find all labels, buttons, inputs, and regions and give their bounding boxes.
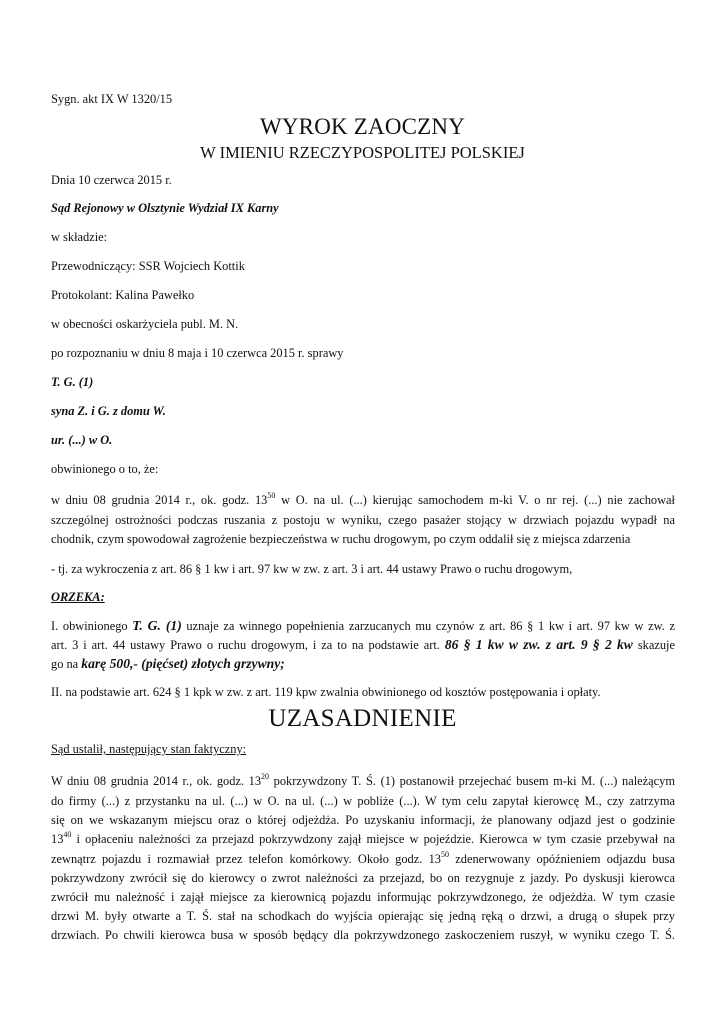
verdict-heading: ORZEKA: xyxy=(51,590,105,604)
justification-text: i opłaceniu należności za przejazd pokrzywdzony zajął miejsce w pojeździe. Kierowca w tym czasie przebywał na xyxy=(71,832,675,846)
justification-text: W dniu 08 grudnia 2014 r., ok. godz. 13 xyxy=(51,774,262,788)
verdict-text: go na xyxy=(51,657,82,671)
justification-text: zewnątrz pojazdu i rozmawiał przez telefon komórkowy. Około godz. 13 xyxy=(51,852,441,866)
court-name: Sąd Rejonowy w Olsztynie Wydział IX Karny xyxy=(51,201,279,215)
charge-text: w dniu 08 grudnia 2014 r., ok. godz. 13 xyxy=(51,493,268,507)
justification-line-5 xyxy=(51,851,675,867)
prosecutor: w obecności oskarżyciela publ. M. N. xyxy=(51,317,239,331)
verdict-text: skazuje xyxy=(632,638,675,652)
verdict-point-1-line-3 xyxy=(51,656,675,672)
defendant-name: T. G. (1) xyxy=(51,375,94,389)
charged-label: obwinionego o to, że: xyxy=(51,462,159,476)
findings-subheading: Sąd ustalił, następujący stan faktyczny: xyxy=(51,742,247,756)
court-clerk: Protokolant: Kalina Pawełko xyxy=(51,288,195,302)
verdict-text: uznaje za winnego popełnienia zarzucanych mu czynów z art. 86 § 1 kw i art. 97 kw w zw. z xyxy=(181,619,675,633)
defendant-parents: syna Z. i G. z domu W. xyxy=(51,404,166,418)
case-number: Sygn. akt IX W 1320/15 xyxy=(51,92,173,106)
charge-line-3: chodnik, czym spowodował zagrożenie bezpieczeństwa w ruchu drogowym, po czym oddalił się z miejsca zdarzenia xyxy=(51,532,631,546)
time-superscript: 20 xyxy=(261,771,270,781)
verdict-point-1-line-2 xyxy=(51,637,675,653)
justification-text: zdenerwowany opóźnieniem odjazdu busa xyxy=(449,852,675,866)
composition-label: w składzie: xyxy=(51,230,108,244)
verdict-point-2: II. na podstawie art. 624 § 1 kpk w zw. z art. 119 kpw zwalnia obwinionego od kosztów postępowania i opłaty. xyxy=(51,685,601,699)
justification-line-8: drzwi M. były otwarte a T. Ś. stał na schodkach do wyjścia opierając się jedną ręką o drzwi, a drugą o słupek przy xyxy=(51,909,675,923)
justification-title: UZASADNIENIE xyxy=(268,705,457,732)
justification-text: pokrzywdzony T. Ś. (1) postanowił przejechać busem m-ki M. (...) należącym xyxy=(269,774,675,788)
verdict-text: art. 3 i art. 44 ustawy Prawo o ruchu drogowym, i za to na podstawie art. xyxy=(51,638,445,652)
verdict-point-1-line-1 xyxy=(51,618,675,634)
document-title: WYROK ZAOCZNY xyxy=(259,114,466,139)
charge-line-1 xyxy=(51,492,675,508)
justification-text: 13 xyxy=(51,832,64,846)
justification-line-1 xyxy=(51,773,675,789)
judgment-date: Dnia 10 czerwca 2015 r. xyxy=(51,173,172,187)
defendant-reference: T. G. (1) xyxy=(132,618,182,633)
justification-line-3: się on we wskazanym miejscu oraz o której odjeżdża. Po uzyskaniu informacji, że planowany odjazd jest o godzinie xyxy=(51,813,675,827)
justification-line-2: do firmy (...) z przystanku na ul. (...) w O. na ul. (...) w pobliże (...). W tym celu zapytał kierowcę M., czy zatrzyma xyxy=(51,794,675,808)
document-subtitle: W IMIENIU RZECZYPOSPOLITEJ POLSKIEJ xyxy=(200,143,525,162)
time-superscript: 50 xyxy=(267,490,276,500)
presiding-judge: Przewodniczący: SSR Wojciech Kottik xyxy=(51,259,245,273)
penalty: karę 500,- (pięćset) złotych grzywny; xyxy=(81,656,285,671)
charge-text: w O. na ul. (...) kierując samochodem m-ki V. o nr rej. (...) nie zachował xyxy=(275,493,675,507)
legal-basis: 86 § 1 kw w zw. z art. 9 § 2 kw xyxy=(444,637,633,652)
verdict-text: I. obwinionego xyxy=(51,619,133,633)
time-superscript: 50 xyxy=(441,849,449,859)
defendant-birth: ur. (...) w O. xyxy=(51,433,113,447)
hearing-dates: po rozpoznaniu w dniu 8 maja i 10 czerwca 2015 r. sprawy xyxy=(51,346,344,360)
justification-line-9: drzwiach. Po chwili kierowca busa w sposób będący dla pokrzywdzonego zaskoczeniem ruszył, w wyniku czego T. Ś. xyxy=(51,928,675,942)
justification-line-7: zwrócił mu należność i zajął miejsce za kierownicą pojazdu informując pokrzywdzonego, że odjeżdża. W tym czasie xyxy=(51,890,675,904)
legal-qualification: - tj. za wykroczenia z art. 86 § 1 kw i art. 97 kw w zw. z art. 3 i art. 44 ustawy Prawo o ruchu drogowym, xyxy=(51,562,573,576)
justification-line-6: pokrzywdzony zwrócił się do kierowcy o zwrot należności za przejazd, bo on rezygnuje z jazdy. Po dyskusji kierowca xyxy=(51,871,675,885)
charge-line-2: szczególnej ostrożności podczas ruszania z postoju w wyniku, czego pasażer stojący w drzwiach pojazdu wypadł na xyxy=(51,513,675,527)
time-superscript: 40 xyxy=(63,829,72,839)
justification-line-4 xyxy=(51,831,675,847)
